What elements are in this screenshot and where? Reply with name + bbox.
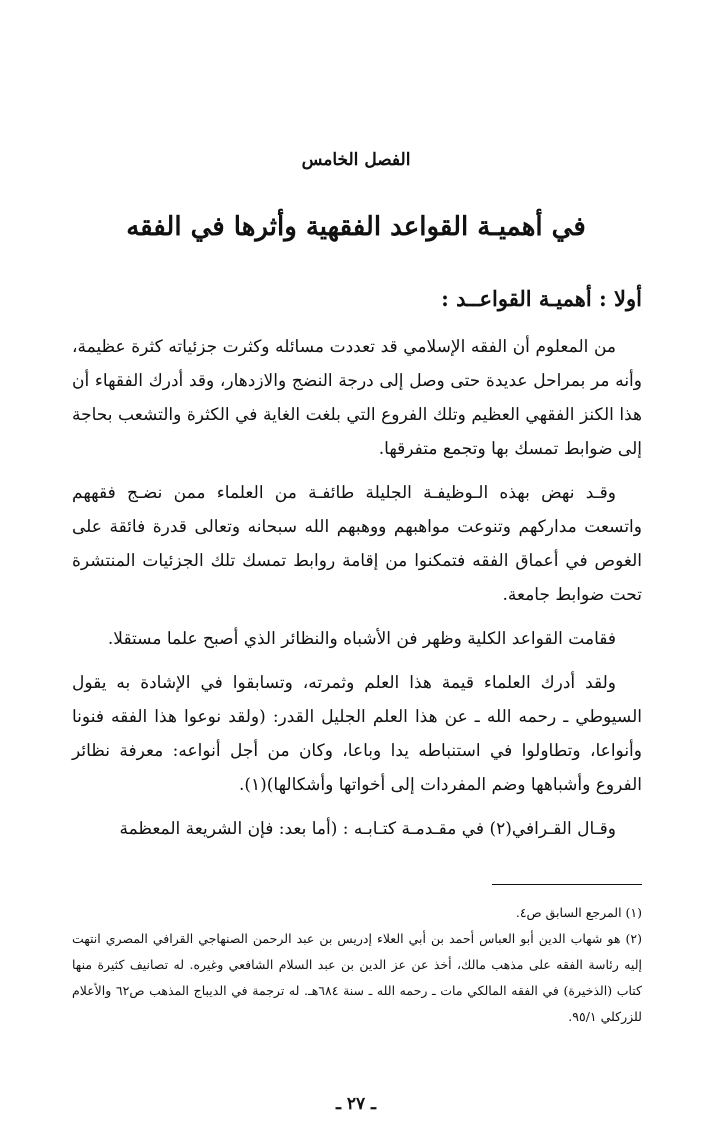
paragraph: ولقد أدرك العلماء قيمة هذا العلم وثمرته، وتسابقوا في الإشادة به يقول السيوطي ـ رحمه الله ـ عن هذا العلم الجليل القدر: (ولقد نوعوا هذا الفقه فنونا وأنواعا، وتطاولوا في استنباطه يدا وباعا، وكان من أجل أنواعه: معرفة نظائر الفروع وأشباهها وضم المفردات إلى أخواتها وأشكالها)(١). [72, 673, 642, 795]
chapter-label: الفصل الخامس [301, 150, 411, 170]
footnote: (١) المرجع السابق ص٤. [515, 905, 642, 920]
page-number: ـ ٢٧ ـ [335, 1094, 377, 1114]
body-text [72, 330, 642, 856]
paragraph: فقامت القواعد الكلية وظهر فن الأشباه والنظائر الذي أصبح علما مستقلا. [107, 629, 616, 649]
footnote: (٢) هو شهاب الدين أبو العباس أحمد بن أبي العلاء إدريس بن عبد الرحمن الصنهاجي القرافي المصري انتهت إليه رئاسة الفقه على مذهب مالك، أخذ عن عز الدين بن عبد السلام الشافعي وغيره. له تصانيف كثيرة منها كتاب (الذخيرة) في الفقه المالكي مات ـ رحمه الله ـ سنة ٦٨٤هـ. له ترجمة في الديباج المذهب ص٦٢ والأعلام للزركلي ٩٥/١. [72, 931, 642, 1024]
paragraph: وقـال القـرافي(٢) في مقـدمـة كتـابـه : (أما بعد: فإن الشريعة المعظمة [119, 819, 616, 839]
paragraph: من المعلوم أن الفقه الإسلامي قد تعددت مسائله وكثرت جزئياته كثرة عظيمة، وأنه مر بمراحل عديدة حتى وصل إلى درجة النضج والازدهار، وقد أدرك الفقهاء أن هذا الكنز الفقهي العظيم وتلك الفروع التي بلغت الغاية في الكثرة والتشعب بحاجة إلى ضوابط تمسك بها وتجمع متفرقها. [72, 337, 642, 459]
paragraph: وقـد نهض بهذه الـوظيفـة الجليلة طائفـة من العلماء ممن نضـج فقههم واتسعت مداركهم وتنوعت مواهبهم ووهبهم الله سبحانه وتعالى قدرة فائقة على الغوص في أعماق الفقه فتمكنوا من إقامة روابط تمسك تلك الجزئيات المنتشرة تحت ضوابط جامعة. [72, 483, 642, 605]
section-heading: أولا : أهميـة القواعــد : [441, 286, 642, 311]
chapter-title: في أهميـة القواعد الفقهية وأثرها في الفقه [126, 212, 586, 242]
footnotes [72, 900, 642, 1030]
footnote-divider [492, 884, 642, 885]
